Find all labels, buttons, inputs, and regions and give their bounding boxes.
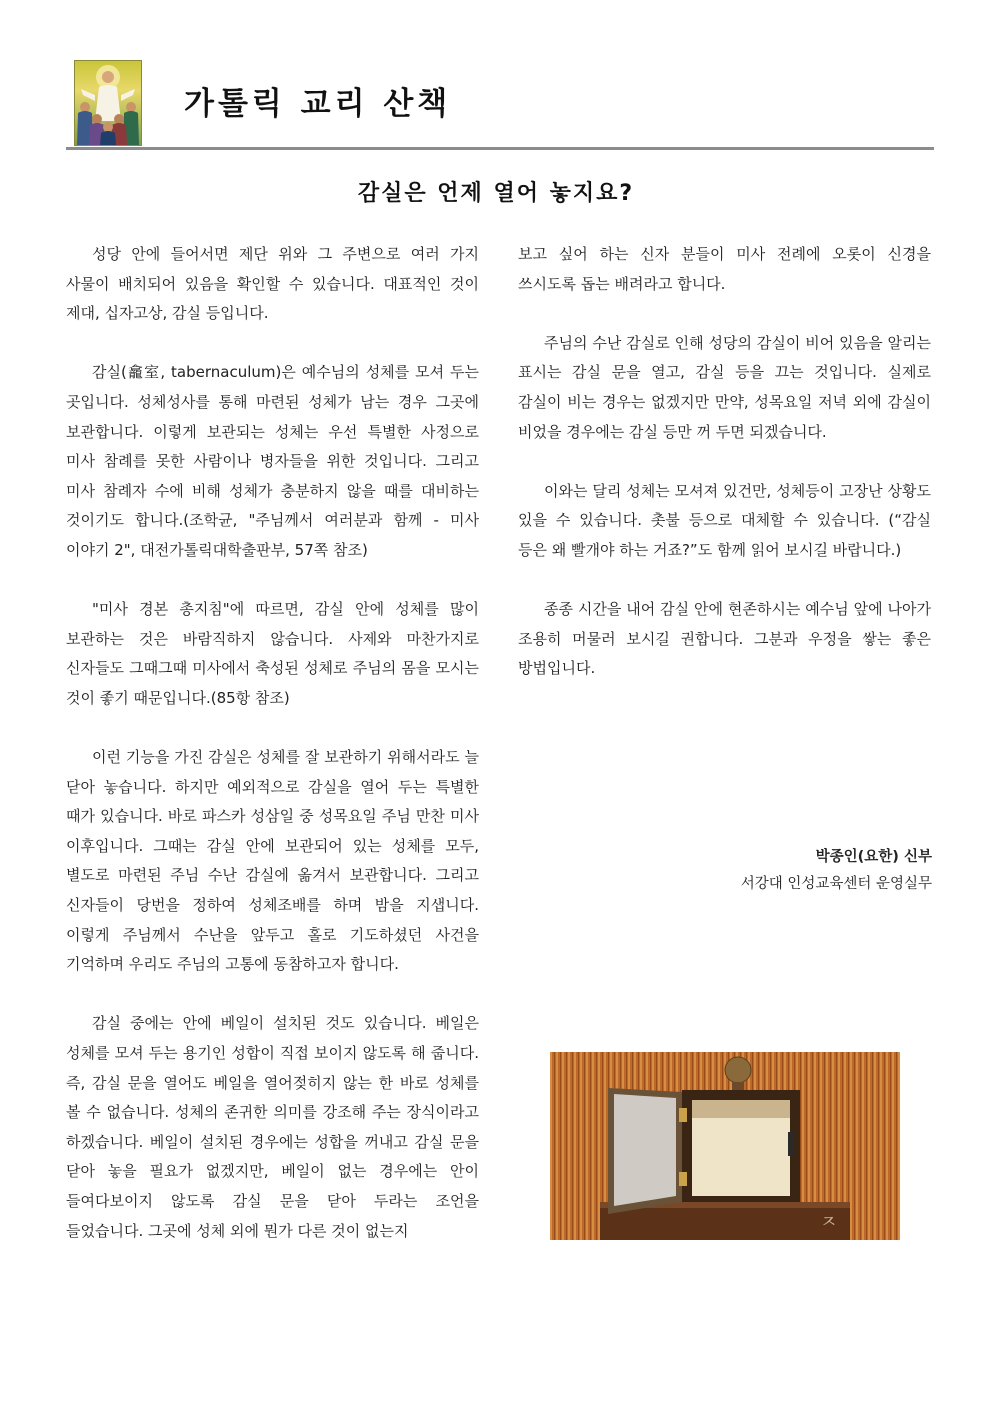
section-title: 가톨릭 교리 산책 bbox=[184, 86, 452, 122]
author-name: 박종인(요한) 신부 bbox=[815, 849, 932, 865]
article-column-left bbox=[66, 240, 479, 1358]
page-header bbox=[66, 58, 934, 150]
paragraph: 감실 중에는 안에 베일이 설치된 것도 있습니다. 베일은 성체를 모셔 두는 용기인 성합이 직접 보이지 않도록 해 줍니다. 즉, 감실 문을 열어도 베일을 열어젖히지 않는 한 바로 성체를 볼 수 없습니다. 성체의 존귀한 의미를 강조해 주는 장식이라고 하겠습니다. 베일이 설치된 경우에는 성합을 꺼내고 감실 문을 닫아 놓을 필요가 없겠지만, 베일이 없는 경우에는 안이 들여다보이지 않도록 감실 문을 닫아 두라는 조언을 들었습니다. 그곳에 성체 외에 뭔가 다른 것이 없는지 bbox=[66, 1014, 479, 1240]
open-tabernacle-photo-icon bbox=[550, 1052, 900, 1240]
paragraph: 감실(龕室, tabernaculum)은 예수님의 성체를 모셔 두는 곳입니다. 성체성사를 통해 마련된 성체가 남는 경우 그곳에 보관합니다. 이렇게 보관되는 성체는 우선 특별한 사정으로 미사 참례를 못한 사람이나 병자들을 위한 것입니다. 그리고 미사 참례자 수에 비해 성체가 충분하지 않을 때를 대비하는 것이기도 합니다.(조학균, "주님께서 여러분과 함께 - 미사 이야기 2", 대전가톨릭대학출판부, 57쪽 참조) bbox=[66, 363, 479, 559]
paragraph: 종종 시간을 내어 감실 안에 현존하시는 예수님 앞에 나아가 조용히 머물러 보시길 권합니다. 그분과 우정을 쌓는 좋은 방법입니다. bbox=[518, 600, 931, 678]
header-divider bbox=[66, 147, 934, 150]
paragraph: 주님의 수난 감실로 인해 성당의 감실이 비어 있음을 알리는 표시는 감실 문을 열고, 감실 등을 끄는 것입니다. 실제로 감실이 비는 경우는 없겠지만 만약, 성목요일 저녁 외에 감실이 비었을 경우에는 감실 등만 꺼 두면 되겠습니다. bbox=[518, 333, 931, 441]
paragraph: 성당 안에 들어서면 제단 위와 그 주변으로 여러 가지 사물이 배치되어 있음을 확인할 수 있습니다. 대표적인 것이 제대, 십자고상, 감실 등입니다. bbox=[66, 245, 479, 323]
author-affiliation: 서강대 인성교육센터 운영실무 bbox=[740, 876, 932, 892]
paragraph: 이런 기능을 가진 감실은 성체를 잘 보관하기 위해서라도 늘 닫아 놓습니다. 하지만 예외적으로 감실을 열어 두는 특별한 때가 있습니다. 바로 파스카 성삼일 중 성목요일 주님 만찬 미사 이후입니다. 그때는 감실 안에 보관되어 있는 성체를 모두, 별도로 마련된 주님 수난 감실에 옮겨서 보관합니다. 그리고 신자들이 당번을 정하여 성체조배를 하며 밤을 지샙니다. 이렇게 주님께서 수난을 앞두고 홀로 기도하셨던 사건을 기억하며 우리도 주님의 고통에 동참하고자 합니다. bbox=[66, 748, 479, 974]
svg-text:ㅈ: ㅈ bbox=[820, 1212, 838, 1233]
article-title: 감실은 언제 열어 놓지요? bbox=[357, 181, 635, 206]
article-column-right bbox=[518, 240, 931, 684]
paragraph-continued: 보고 싶어 하는 신자 분들이 미사 전례에 오롯이 신경을 쓰시도록 돕는 배려라고 합니다. bbox=[518, 245, 931, 293]
author-block bbox=[741, 844, 932, 898]
jesus-with-disciples-icon bbox=[74, 60, 142, 146]
paragraph: "미사 경본 총지침"에 따르면, 감실 안에 성체를 많이 보관하는 것은 바람직하지 않습니다. 사제와 마찬가지로 신자들도 그때그때 미사에서 축성된 성체로 주님의 몸을 모시는 것이 좋기 때문입니다.(85항 참조) bbox=[66, 600, 479, 707]
paragraph: 이와는 달리 성체는 모셔져 있건만, 성체등이 고장난 상황도 있을 수 있습니다. 촛불 등으로 대체할 수 있습니다. (“감실 등은 왜 빨개야 하는 거죠?”도 함께 읽어 보시길 바랍니다.) bbox=[518, 481, 931, 559]
